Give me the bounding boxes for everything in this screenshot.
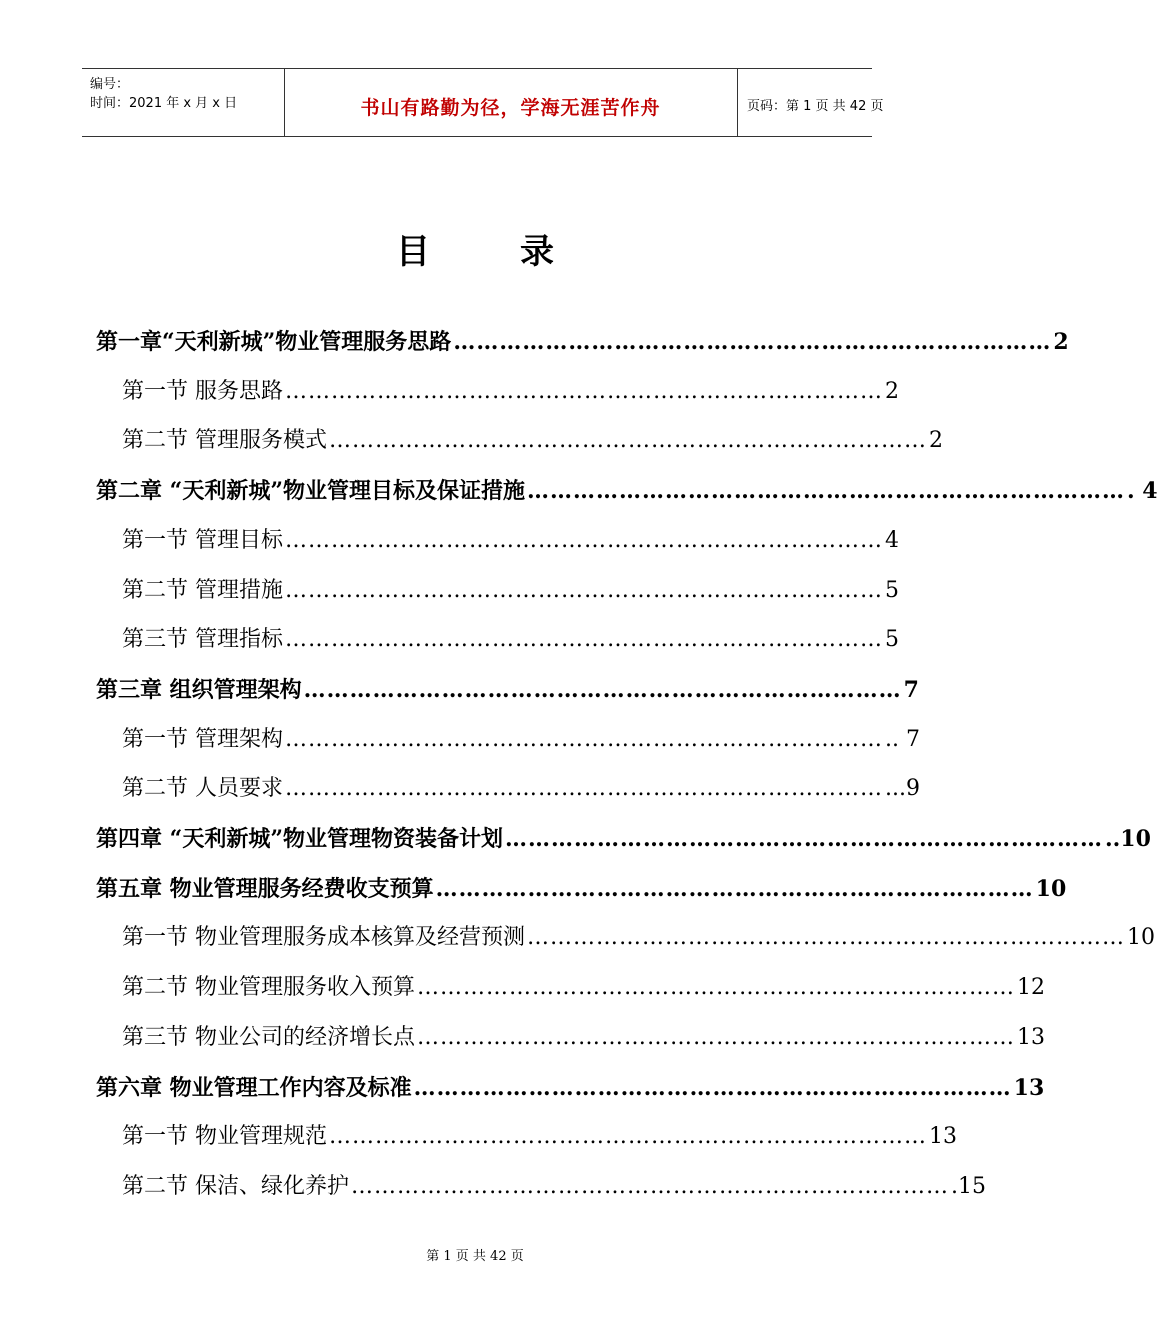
header-table: [82, 68, 884, 137]
toc-entry-page: 13: [929, 1124, 957, 1150]
toc-entry-page: . 4: [1126, 478, 1158, 505]
toc-entry-title: 第一节 管理架构: [122, 726, 283, 752]
toc-entry-page: 2: [885, 378, 899, 404]
toc-entry-title: 第一节 服务思路: [122, 378, 283, 404]
toc-entry[interactable]: [122, 775, 920, 803]
toc-entry[interactable]: [122, 924, 1155, 952]
toc-entry[interactable]: [122, 527, 899, 555]
toc-dot-leader: ……………………………………………………………………: [413, 1074, 1012, 1101]
toc-dot-leader: ……………………………………………………………………: [285, 726, 883, 752]
toc-dot-leader: ……………………………………………………………………: [453, 329, 1052, 355]
toc-entry-title: 第二节 人员要求: [122, 776, 283, 802]
header-page-info: 页码：第 1 页 共 42 页: [747, 99, 884, 114]
toc-dot-leader: ……………………………………………………………………: [329, 428, 927, 454]
header-right-cell: [737, 69, 884, 136]
toc-dot-leader: ……………………………………………………………………: [285, 627, 883, 653]
toc-entry-page: .. 7: [885, 726, 920, 752]
toc-entry-page: 7: [903, 676, 919, 703]
toc-entry-title: 第二节 保洁、绿化养护: [122, 1173, 349, 1199]
toc-entry-page: 10: [1127, 925, 1155, 951]
toc-dot-leader: ……………………………………………………………………: [526, 478, 1125, 505]
toc-entry[interactable]: [96, 676, 919, 704]
toc-entry-title: 第一节 物业管理服务成本核算及经营预测: [122, 925, 525, 951]
toc-entry-page: 5: [885, 627, 899, 653]
toc-entry[interactable]: [122, 1173, 986, 1201]
toc-dot-leader: ……………………………………………………………………: [329, 1124, 927, 1150]
toc-entry-page: 2: [1053, 329, 1069, 355]
page-title: [0, 224, 950, 273]
toc-dot-leader: ……………………………………………………………………: [285, 776, 883, 802]
toc-entry-title: 第二节 管理服务模式: [122, 428, 327, 454]
toc-entry[interactable]: [96, 477, 1158, 505]
toc-dot-leader: ……………………………………………………………………: [285, 577, 883, 603]
toc-entry-page: 13: [1013, 1074, 1045, 1101]
toc-dot-leader: ……………………………………………………………………: [285, 527, 883, 553]
toc-entry[interactable]: [96, 825, 1151, 853]
toc-entry-page: 10: [1035, 875, 1067, 902]
toc-entry[interactable]: [122, 427, 943, 455]
toc-entry-title: 第六章 物业管理工作内容及标准: [96, 1074, 412, 1101]
toc-entry-title: 第三节 管理指标: [122, 627, 283, 653]
toc-entry[interactable]: [122, 378, 899, 406]
toc-entry[interactable]: [122, 1024, 1045, 1052]
header-middle-cell: [284, 69, 738, 136]
header-left-cell: [82, 69, 285, 136]
title-char-1: 目: [396, 232, 430, 272]
toc-entry-title: 第二章 “天利新城”物业管理目标及保证措施: [96, 478, 525, 505]
toc-dot-leader: ……………………………………………………………………: [285, 378, 883, 404]
toc-entry-page: ..10: [1104, 826, 1151, 852]
title-char-2: 录: [520, 232, 554, 272]
toc-entry[interactable]: [122, 974, 1045, 1002]
document-number-label: 编号：: [90, 77, 130, 92]
toc-dot-leader: ……………………………………………………………………: [527, 925, 1125, 951]
document-time-label: 时间：2021 年 x 月 x 日: [90, 96, 238, 111]
toc-entry-title: 第一节 管理目标: [122, 527, 283, 553]
toc-entry[interactable]: [122, 726, 920, 754]
toc-dot-leader: ……………………………………………………………………: [417, 1024, 1015, 1050]
toc-entry[interactable]: [96, 328, 1069, 356]
toc-entry[interactable]: [122, 1123, 957, 1151]
toc-entry-page: 12: [1017, 975, 1045, 1001]
toc-dot-leader: ……………………………………………………………………: [504, 826, 1103, 852]
toc-dot-leader: ……………………………………………………………………: [351, 1173, 949, 1199]
toc-entry-title: 第一章“天利新城”物业管理服务思路: [96, 329, 452, 355]
toc-entry[interactable]: [122, 626, 899, 654]
toc-entry-title: 第二节 管理措施: [122, 577, 283, 603]
toc-entry-page: 2: [929, 428, 943, 454]
toc-entry-title: 第一节 物业管理规范: [122, 1124, 327, 1150]
toc-entry-page: .15: [951, 1173, 986, 1199]
toc-entry-title: 第五章 物业管理服务经费收支预算: [96, 875, 434, 902]
toc-dot-leader: ……………………………………………………………………: [417, 975, 1015, 1001]
toc-entry[interactable]: [122, 577, 899, 605]
toc-entry-page: ...9: [885, 776, 920, 802]
toc-entry-page: 5: [885, 577, 899, 603]
toc-dot-leader: ……………………………………………………………………: [303, 676, 902, 703]
toc-dot-leader: ……………………………………………………………………: [435, 875, 1034, 902]
header-motto: 书山有路勤为径，学海无涯苦作舟: [360, 97, 661, 119]
toc-entry-title: 第四章 “天利新城”物业管理物资装备计划: [96, 826, 503, 852]
toc-entry-title: 第三节 物业公司的经济增长点: [122, 1024, 415, 1050]
page-footer: 第 1 页 共 42 页: [426, 1249, 524, 1264]
toc-entry-title: 第二节 物业管理服务收入预算: [122, 975, 415, 1001]
toc-entry-title: 第三章 组织管理架构: [96, 676, 302, 703]
toc-entry[interactable]: [96, 875, 1067, 903]
toc-entry-page: 4: [885, 527, 899, 553]
toc-entry[interactable]: [96, 1074, 1045, 1102]
toc-entry-page: 13: [1017, 1024, 1045, 1050]
